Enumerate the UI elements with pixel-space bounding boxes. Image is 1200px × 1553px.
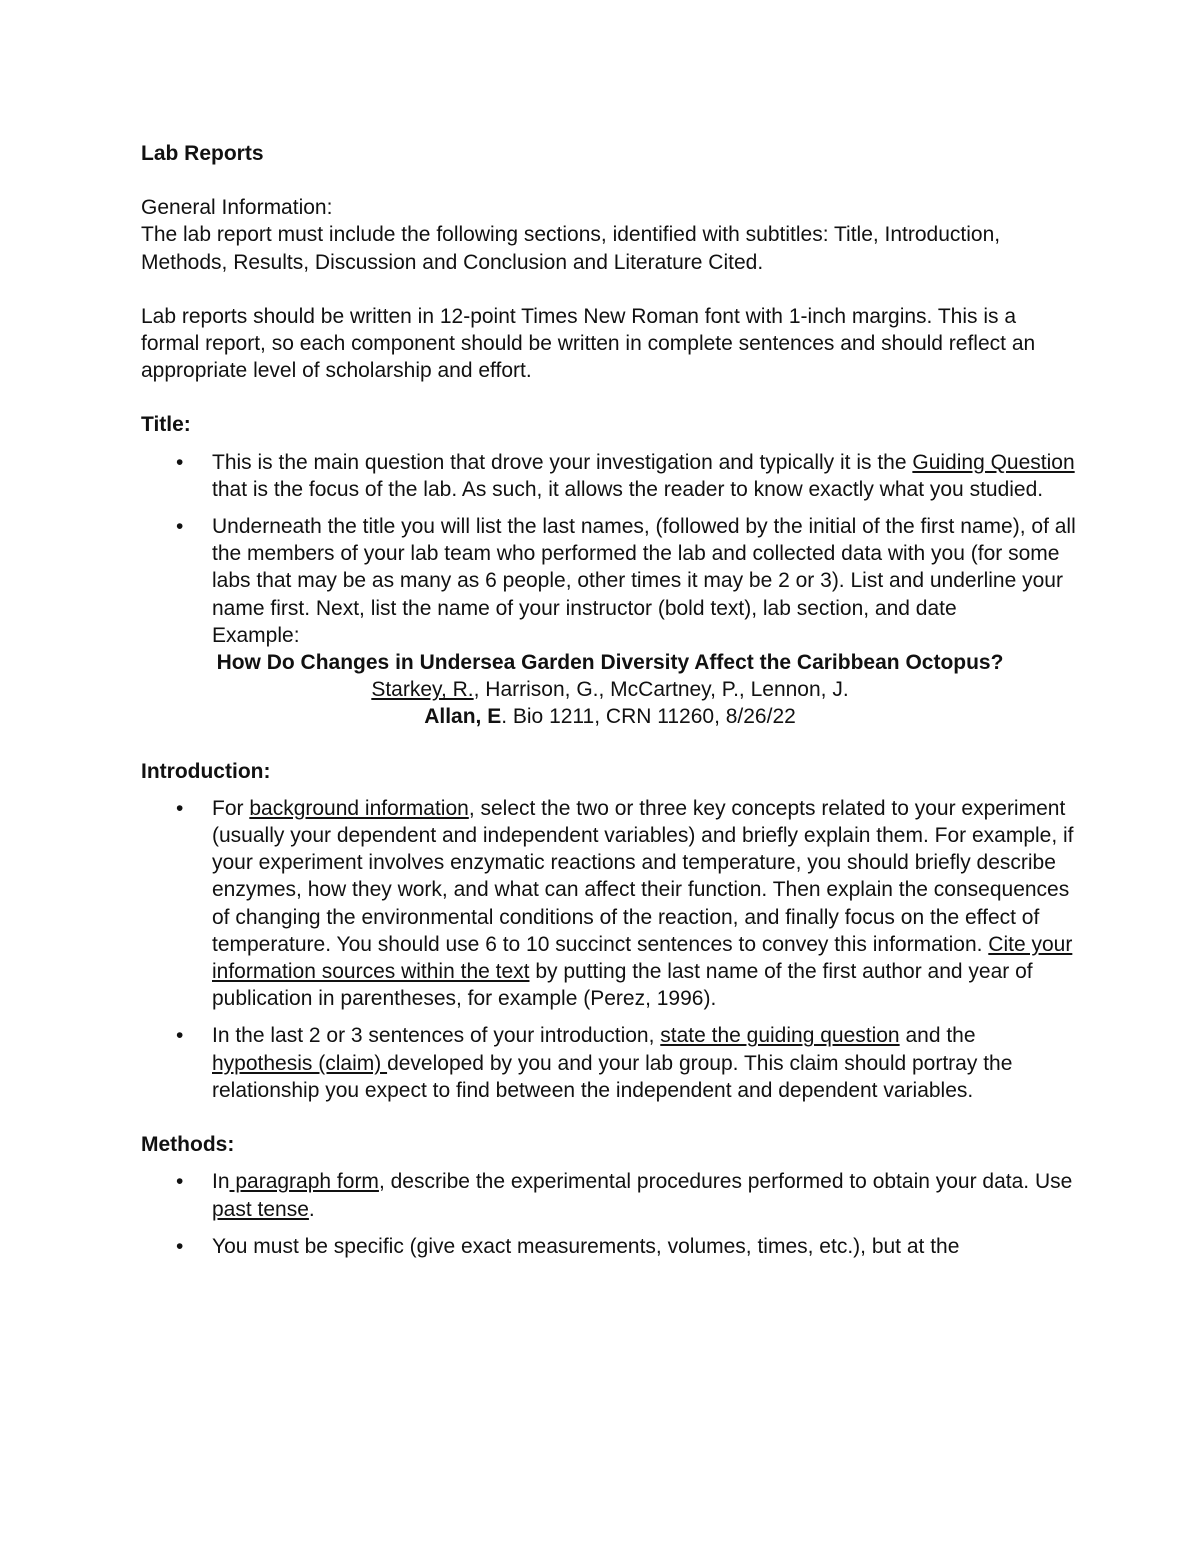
list-item	[141, 1168, 1080, 1222]
list-item	[141, 449, 1080, 503]
general-info-formatting: Lab reports should be written in 12-point Times New Roman font with 1-inch margins. This is a formal report, so each component should be written in complete sentences and should reflect an appropriate level of scholarship and effort.	[141, 304, 1036, 383]
guiding-question-underlined: Guiding Question	[912, 450, 1075, 474]
example-authors: Starkey, R., Harrison, G., McCartney, P., Lennon, J.	[371, 678, 849, 702]
bullet-icon: •	[176, 1170, 184, 1194]
introduction-list	[141, 795, 1080, 1104]
example-author-first: Starkey, R.	[371, 678, 474, 702]
bullet-text: For background information, select the two or three key concepts related to your experiment (usually your dependent and independent variables) and briefly explain them. For example, if your experiment involves enzymatic reactions and temperature, you should briefly describe enzymes, how they work, and what can affect their function. Then explain the consequences of changing the environmental conditions of the reaction, and finally focus on the effect of temperature. You should use 6 to 10 succinct sentences to convey this information. Cite your information sources within the text by putting the last name of the first author and year of publication in parentheses, for example (Perez, 1996).	[212, 796, 1074, 1011]
list-item	[141, 1022, 1080, 1104]
general-info-label: General Information:	[141, 196, 333, 220]
bullet-text: In paragraph form, describe the experimental procedures performed to obtain your data. Use past tense.	[212, 1170, 1073, 1221]
general-info-sections: The lab report must include the following sections, identified with subtitles: Title, Introduction, Methods, Results, Discussion and Conclusion and Literature Cited.	[141, 223, 1001, 274]
bullet-icon: •	[176, 515, 184, 539]
document-title: Lab Reports	[141, 142, 264, 165]
bullet-text: You must be specific (give exact measurements, volumes, times, etc.), but at the	[212, 1234, 960, 1258]
introduction-heading: Introduction:	[141, 759, 271, 783]
methods-heading: Methods:	[141, 1133, 235, 1157]
bullet-icon: •	[176, 450, 184, 474]
example-title-block	[0, 649, 1200, 731]
list-item	[141, 513, 1080, 649]
example-instructor: Allan, E	[424, 705, 502, 729]
methods-list	[141, 1168, 1080, 1260]
bullet-icon: •	[176, 1024, 184, 1048]
example-label: Example:	[212, 623, 300, 647]
title-section-heading: Title:	[141, 413, 191, 437]
list-item	[141, 795, 1080, 1013]
title-section-list	[141, 449, 1080, 649]
bullet-icon: •	[176, 796, 184, 820]
bullet-icon: •	[176, 1234, 184, 1258]
bullet-text: Underneath the title you will list the last names, (followed by the initial of the first name), of all the members of your lab team who performed the lab and collected data with you (for some labs that may be as many as 6 people, other times it may be 2 or 3). List and underline your name first. Next, list the name of your instructor (bold text), lab section, and date	[212, 515, 1076, 620]
list-item	[141, 1233, 1080, 1260]
bullet-text: This is the main question that drove your investigation and typically it is the Guiding Question that is the focus of the lab. As such, it allows the reader to know exactly what you studied.	[212, 450, 1075, 501]
example-instructor-line: Allan, E. Bio 1211, CRN 11260, 8/26/22	[424, 705, 796, 729]
example-title: How Do Changes in Undersea Garden Diversity Affect the Caribbean Octopus?	[216, 651, 1004, 675]
bullet-text: In the last 2 or 3 sentences of your introduction, state the guiding question and the hypothesis (claim) developed by you and your lab group. This claim should portray the relationship you expect to find between the independent and dependent variables.	[212, 1024, 1013, 1102]
